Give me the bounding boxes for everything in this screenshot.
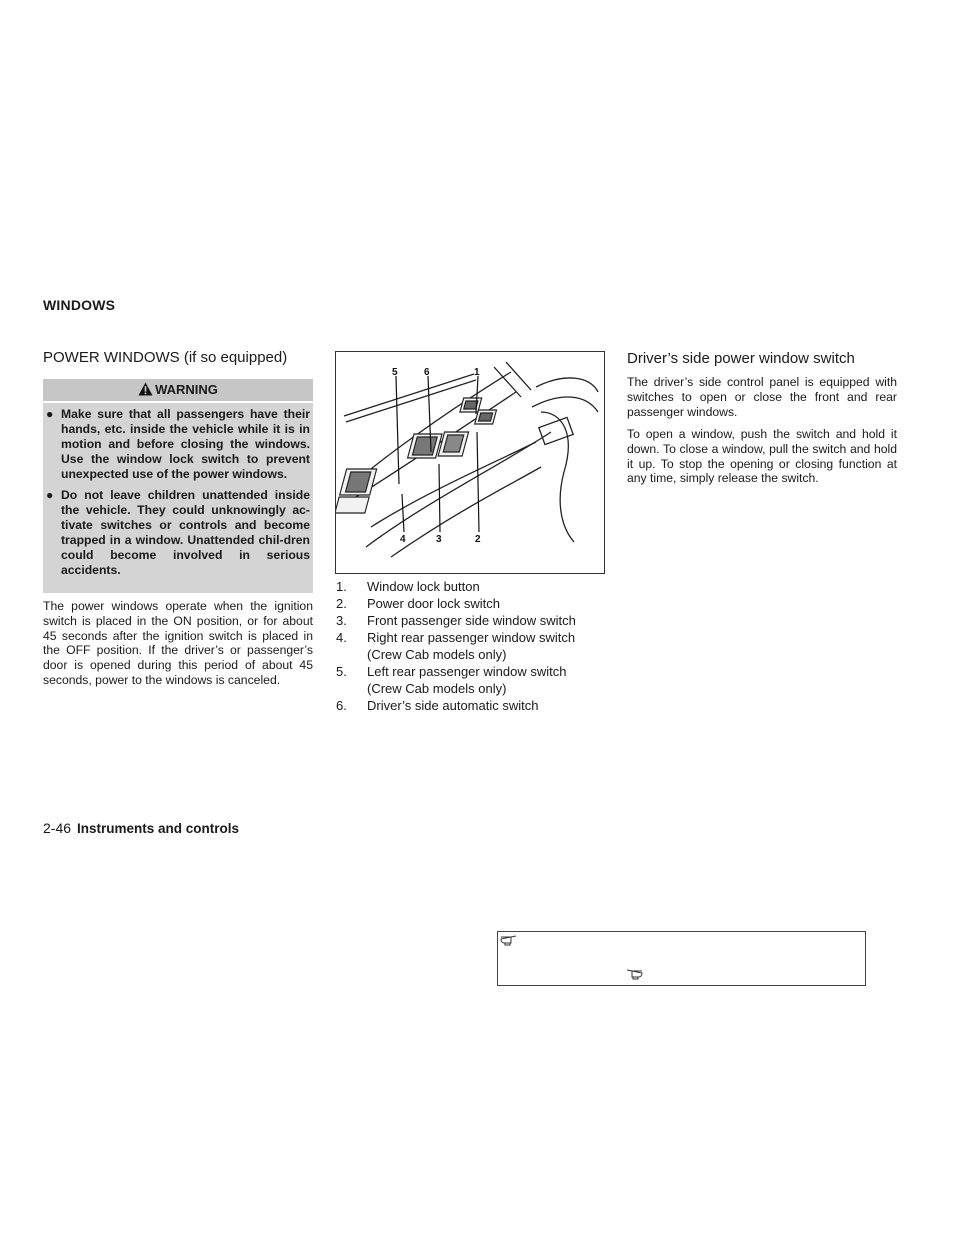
warning-list xyxy=(43,403,313,578)
pointing-hand-icon xyxy=(625,968,643,980)
warning-triangle-icon xyxy=(138,382,153,396)
callout-5: 5 xyxy=(392,367,398,378)
figure-legend xyxy=(336,578,604,714)
page-footer xyxy=(43,820,239,836)
callout-1: 1 xyxy=(474,367,480,378)
warning-header xyxy=(43,379,313,403)
legend-item: 2. Power door lock switch xyxy=(336,596,500,611)
legend-item: 6. Driver’s side automatic switch xyxy=(336,698,539,713)
legend-item: 5. Left rear passenger window switch (Crew Cab models only) xyxy=(336,664,567,696)
callout-3: 3 xyxy=(436,534,442,545)
legend-item: 3. Front passenger side window switch xyxy=(336,613,576,628)
subheading-driver-switch: Driver’s side power window switch xyxy=(627,350,855,367)
callout-4: 4 xyxy=(400,534,406,545)
power-windows-paragraph: The power windows operate when the ignition switch is placed in the ON position, or for about 45 seconds after the ignition switch is placed in the OFF position. If the driver’s or passenger’s door is opened during this period of about 45 seconds, power to the windows is canceled. xyxy=(43,599,313,687)
callout-6: 6 xyxy=(424,367,430,378)
note-box xyxy=(497,931,866,986)
driver-switch-paragraph: The driver’s side control panel is equipped with switches to open or close the front and rear passenger windows. xyxy=(627,375,897,419)
warning-box xyxy=(43,379,313,593)
pointing-hand-icon xyxy=(500,934,518,946)
legend-item: 4. Right rear passenger window switch (Crew Cab models only) xyxy=(336,630,576,662)
window-switch-figure xyxy=(335,351,605,574)
footer-section: Instruments and controls xyxy=(77,821,240,836)
subheading-power-windows: POWER WINDOWS (if so equipped) xyxy=(43,349,288,366)
section-title: WINDOWS xyxy=(43,297,116,313)
page-number: 2-46 xyxy=(43,820,72,836)
window-switch-illustration xyxy=(336,352,604,573)
legend-item: 1. Window lock button xyxy=(336,579,480,594)
warning-title: WARNING xyxy=(155,382,218,397)
callout-2: 2 xyxy=(475,534,481,545)
warning-item: ● Make sure that all passengers have their hands, etc. inside the vehicle while it is in motion and before closing the windows. Use the window lock switch to prevent unexpected use of the power windows. xyxy=(46,407,310,481)
driver-switch-paragraph: To open a window, push the switch and hold it down. To close a window, pull the switch and hold it up. To stop the opening or closing function at any time, simply release the switch. xyxy=(627,427,897,486)
warning-item: ● Do not leave children unattended inside the vehicle. They could unknowingly ac-tivate switches or controls and become trapped in a window. Unattended chil-dren could become involved in serious accidents. xyxy=(46,488,310,577)
